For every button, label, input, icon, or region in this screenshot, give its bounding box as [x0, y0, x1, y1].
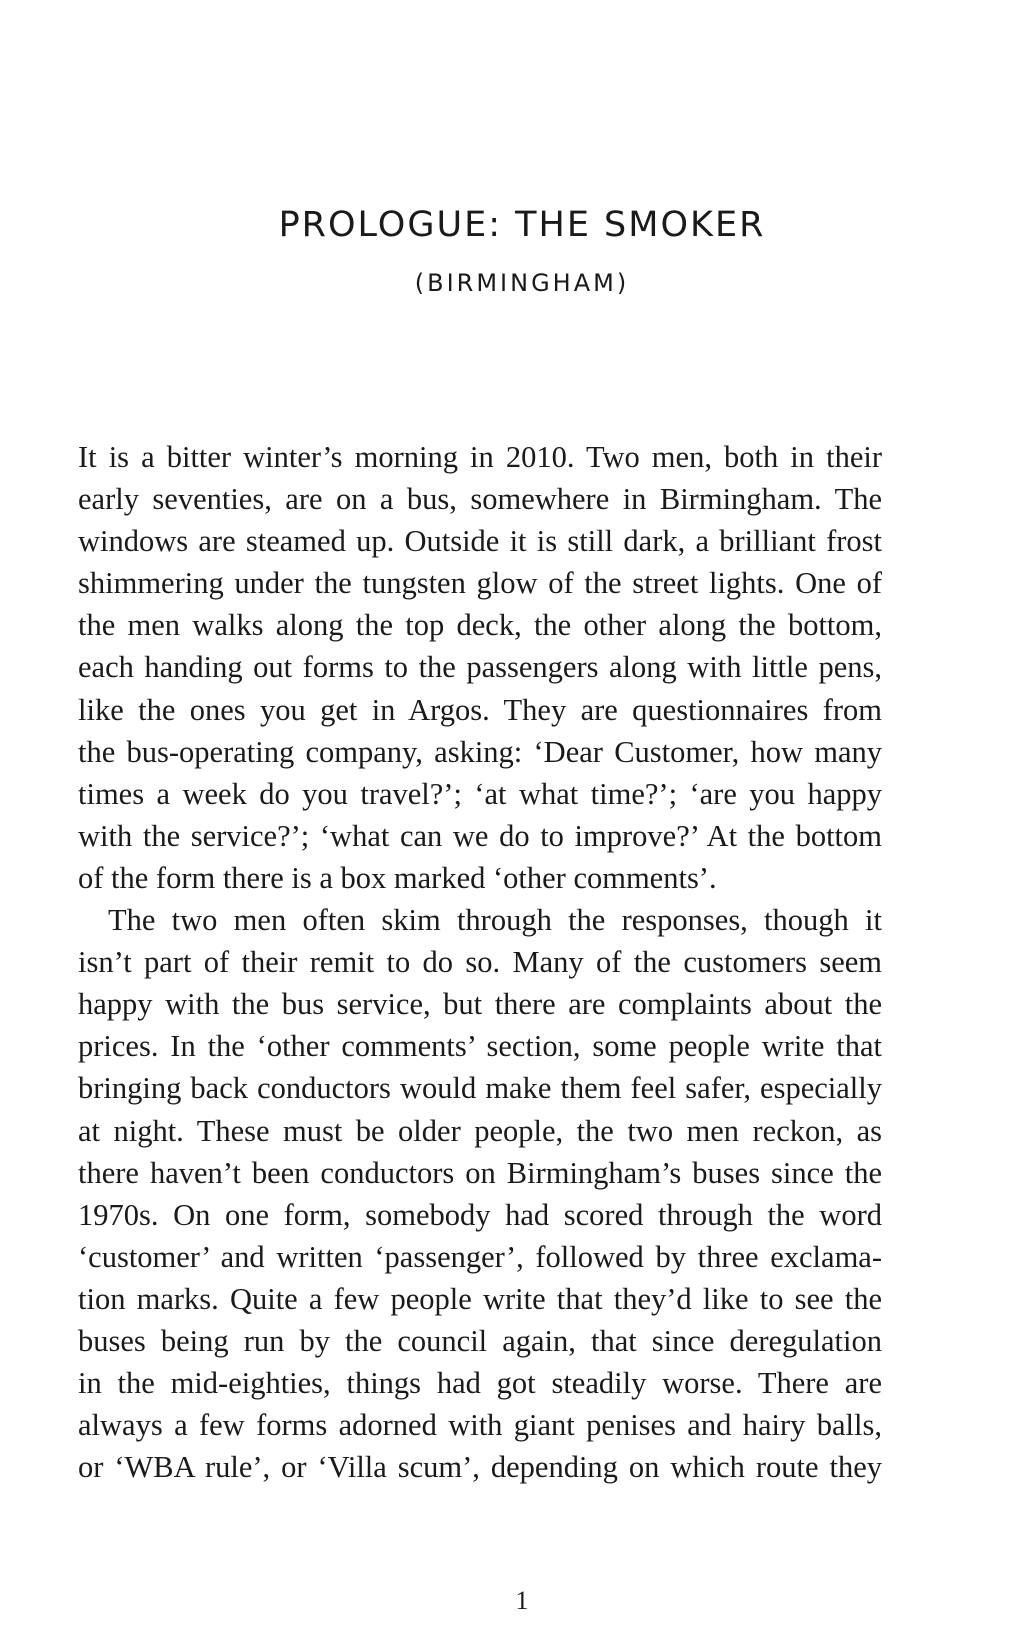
paragraph: [78, 899, 882, 1488]
text-line: always a few forms adorned with giant penises and hairy balls,: [78, 1408, 882, 1443]
text-line: at night. These must be older people, the two men reckon, as: [78, 1113, 882, 1148]
text-line: early seventies, are on a bus, somewhere in Birmingham. The: [78, 482, 882, 517]
paragraph: [78, 436, 882, 899]
text-line: buses being run by the council again, that since deregulation: [78, 1323, 882, 1358]
text-line: the bus-operating company, asking: ‘Dear Customer, how many: [78, 734, 882, 769]
text-line: the men walks along the top deck, the other along the bottom,: [78, 608, 882, 643]
text-line: with the service?’; ‘what can we do to improve?’ At the bottom: [78, 818, 882, 853]
text-line: happy with the bus service, but there are complaints about the: [78, 987, 882, 1022]
text-line: The two men often skim through the responses, though it: [108, 903, 882, 938]
chapter-title: PROLOGUE: THE SMOKER: [278, 205, 766, 245]
text-line: ‘customer’ and written ‘passenger’, followed by three exclama-: [78, 1239, 882, 1274]
text-line: of the form there is a box marked ‘other comments’.: [78, 860, 717, 895]
text-line: 1970s. On one form, somebody had scored through the word: [78, 1197, 882, 1232]
text-line: prices. In the ‘other comments’ section, some people write that: [78, 1029, 882, 1064]
chapter-subtitle: (BIRMINGHAM): [414, 269, 630, 297]
text-line: like the ones you get in Argos. They are questionnaires from: [78, 692, 882, 727]
text-line: windows are steamed up. Outside it is still dark, a brilliant frost: [78, 524, 882, 559]
text-line: shimmering under the tungsten glow of the street lights. One of: [78, 566, 882, 601]
text-line: times a week do you travel?’; ‘at what time?’; ‘are you happy: [78, 776, 882, 811]
text-line: bringing back conductors would make them feel safer, especially: [78, 1071, 882, 1106]
page-number: 1: [515, 1586, 529, 1615]
text-line: there haven’t been conductors on Birmingham’s buses since the: [78, 1155, 882, 1190]
text-line: in the mid-eighties, things had got steadily worse. There are: [78, 1366, 882, 1401]
text-line: or ‘WBA rule’, or ‘Villa scum’, depending on which route they: [78, 1450, 882, 1485]
text-line: It is a bitter winter’s morning in 2010. Two men, both in their: [78, 440, 882, 474]
text-line: isn’t part of their remit to do so. Many of the customers seem: [78, 945, 882, 980]
body-text: [78, 436, 882, 1488]
text-line: each handing out forms to the passengers along with little pens,: [78, 650, 882, 685]
text-line: tion marks. Quite a few people write that they’d like to see the: [78, 1281, 882, 1316]
